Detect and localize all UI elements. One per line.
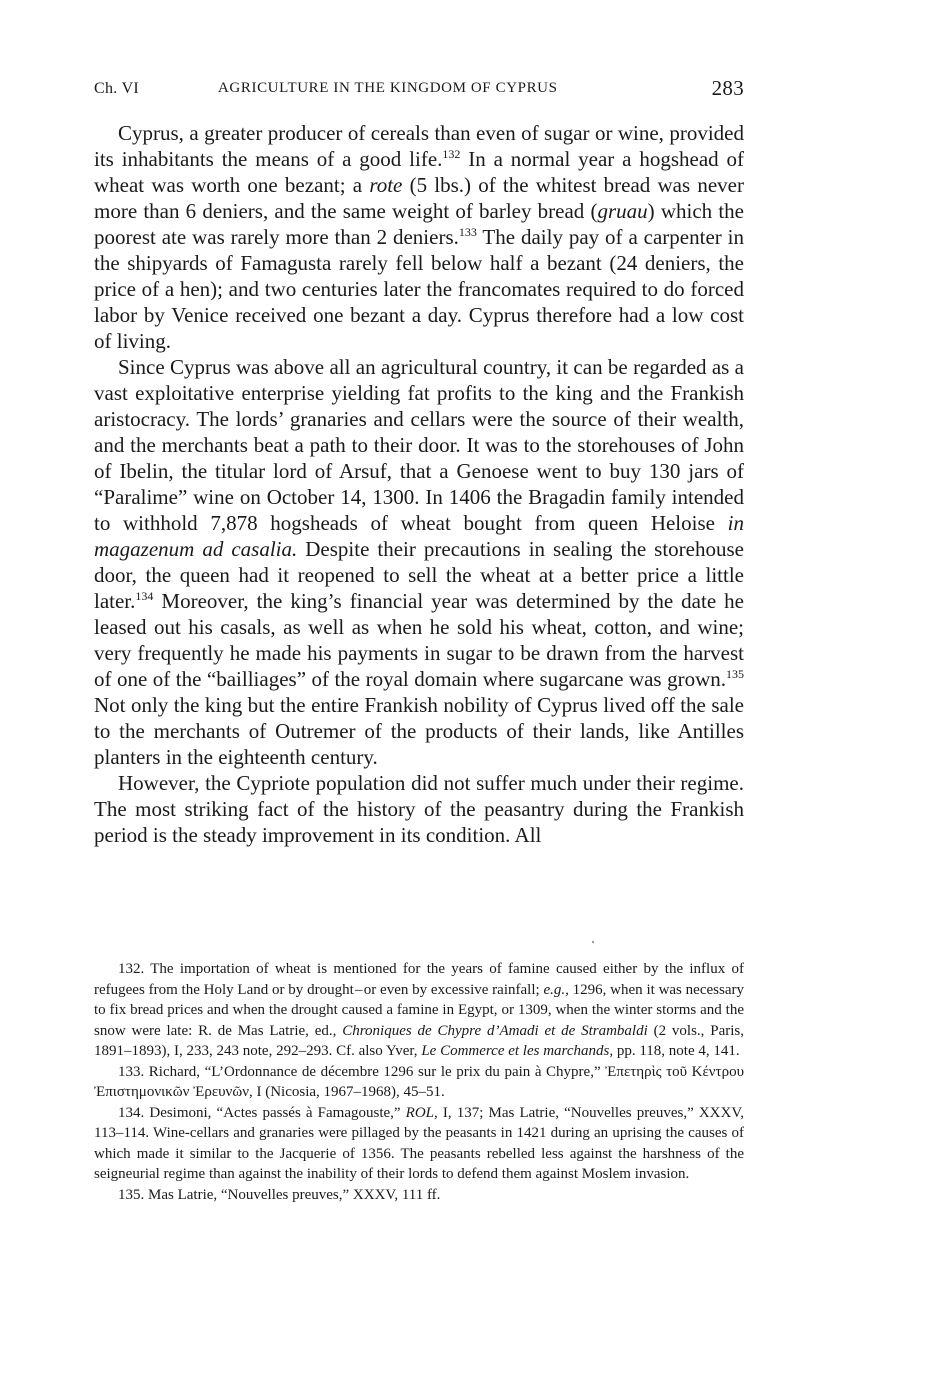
footnote-ref-135: 135: [726, 667, 744, 681]
footnote-135: 135. Mas Latrie, “Nouvelles preuves,” XXXV, 111 ff.: [118, 1186, 441, 1203]
paragraph-2: Since Cyprus was above all an agricultural country, it can be regarded as a vast exploitative enterprise yielding fat profits to the king and the Frankish aristocracy. The lords’ granaries and cellars were the source of their wealth, and the merchants beat a path to their door. It was to the storehouses of John of Ibelin, the titular lord of Arsuf, that a Genoese went to buy 130 jars of “Paralime” wine on October 14, 1300. In 1406 the Bragadin family intended to withhold 7,878 hogsheads of wheat bought from queen Heloise in magazenum ad casalia. Despite their precautions in sealing the storehouse door, the queen had it reopened to sell the wheat at a better price a little later.$^{134}$ Moreover, the king’s financial year was determined by the date he leased out his casals, as well as when he sold his wheat, cotton, and wine; very frequently he made his payments in sugar to be drawn from the harvest of one of the “bailliages” of the royal domain where sugarcane was grown.$^{135}$ Not only the king but the entire Frankish nobility of Cyprus lived off the sale to the merchants of Outremer of the products of their lands, like Antilles planters in the eighteenth century.: [94, 355, 744, 769]
page-number: 283: [711, 76, 744, 100]
footnotes: [94, 959, 744, 1205]
running-header: [94, 76, 744, 106]
footnote-ref-133: 133: [458, 225, 477, 239]
body-text: [94, 120, 744, 848]
paragraph-3: However, the Cypriote population did not suffer much under their regime. The most striking fact of the history of the peasantry during the Frankish period is the steady improvement in its condition. All: [94, 771, 744, 847]
paragraph-1: Cyprus, a greater producer of cereals than even of sugar or wine, provided its inhabitants the means of a good life.$^{132}$ In a normal year a hogshead of wheat was worth one bezant; a rote (5 lbs.) of the whitest bread was never more than 6 deniers, and the same weight of barley bread (gruau) which the poorest ate was rarely more than 2 deniers.$^{133}$ The daily pay of a carpenter in the shipyards of Famagusta rarely fell below half a bezant (24 deniers, the price of a hen); and two centuries later the francomates required to do forced labor by Venice received one bezant a day. Cyprus therefore had a low cost of living.: [94, 121, 744, 353]
footnote-134: 134. Desimoni, “Actes passés à Famagouste,” ROL, I, 137; Mas Latrie, “Nouvelles preuves,” XXXV, 113–114. Wine-cellars and granaries were pillaged by the peasants in 1421 during an uprising the causes of which made it similar to the Jacquerie of 1356. The peasants rebelled less against the harshness of the seigneurial regime than against the inability of their lords to defend them against Moslem invasion.: [94, 1104, 744, 1182]
chapter-label: Ch. VI: [94, 80, 140, 97]
running-title: AGRICULTURE IN THE KINGDOM OF CYPRUS: [218, 80, 558, 96]
footnote-ref-132: 132: [442, 147, 461, 161]
footnote-133: 133. Richard, “L’Ordonnance de décembre 1296 sur le prix du pain à Chypre,” Ἐπετηρὶς τοῦ Κέντρου Ἐπιστημονικῶν Ἐρευνῶν, I (Nicosia, 1967–1968), 45–51.: [94, 1063, 744, 1100]
print-speck: [592, 941, 594, 943]
footnote-ref-134: 134: [135, 589, 154, 603]
footnote-132: 132. The importation of wheat is mentioned for the years of famine caused either by the influx of refugees from the Holy Land or by drought – or even by excessive rainfall; e.g., 1296, when it was necessary to fix bread prices and when the drought caused a famine in Egypt, or 1309, when the winter storms and the snow were late: R. de Mas Latrie, ed., Chroniques de Chypre d’Amadi et de Strambaldi (2 vols., Paris, 1891–1893), I, 233, 243 note, 292–293. Cf. also Yver, Le Commerce et les marchands, pp. 118, note 4, 141.: [94, 961, 745, 1059]
